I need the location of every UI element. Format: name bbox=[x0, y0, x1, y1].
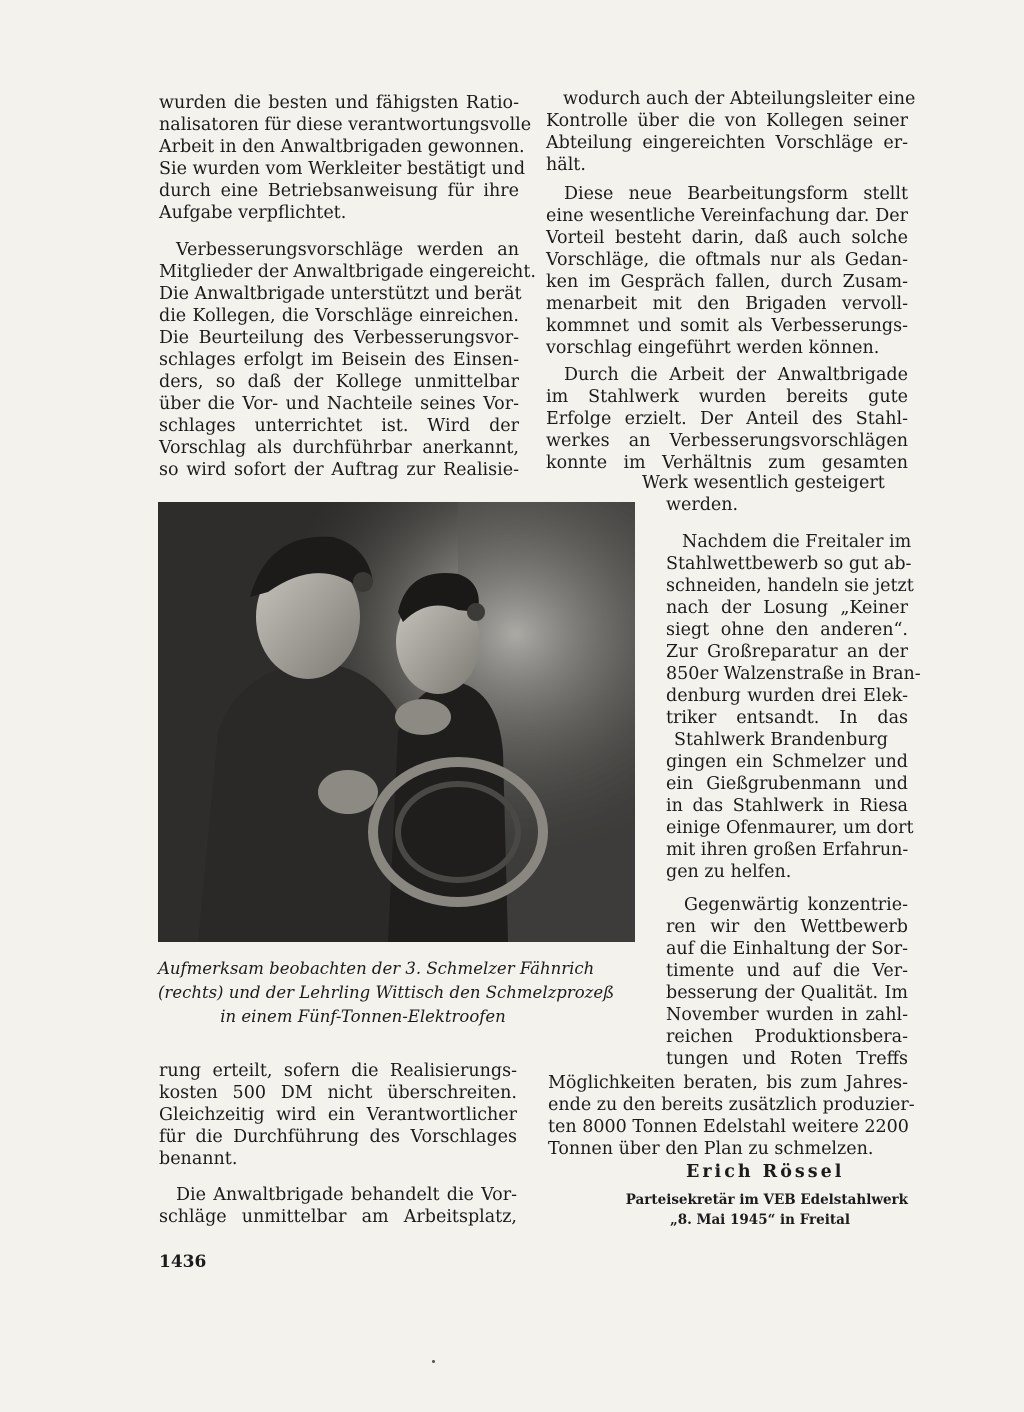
text-line: so wird sofort der Auftrag zur Realisie- bbox=[159, 460, 519, 480]
text-line: nach der Losung „Keiner bbox=[666, 598, 908, 618]
text-line: reichen Produktionsbera- bbox=[666, 1027, 908, 1047]
text-line: ten 8000 Tonnen Edelstahl weitere 2200 bbox=[548, 1117, 909, 1137]
text-line: für die Durchführung des Vorschlages bbox=[159, 1127, 517, 1147]
text-line: Aufgabe verpflichtet. bbox=[159, 203, 347, 223]
text-line: Die Beurteilung des Verbesserungsvor- bbox=[159, 328, 519, 348]
text-line: November wurden in zahl- bbox=[666, 1005, 908, 1025]
text-line: Stahlwettbewerb so gut ab- bbox=[666, 554, 912, 574]
text-line: schlages unterrichtet ist. Wird der bbox=[159, 416, 519, 436]
text-line: kosten 500 DM nicht überschreiten. bbox=[159, 1083, 517, 1103]
text-line: denburg wurden drei Elek- bbox=[666, 686, 908, 706]
text-line: mit ihren großen Erfahrun- bbox=[666, 840, 909, 860]
text-line: 850er Walzenstraße in Bran- bbox=[666, 664, 921, 684]
text-line: Durch die Arbeit der Anwaltbrigade bbox=[564, 365, 908, 385]
text-line: die Kollegen, die Vorschläge einreichen. bbox=[159, 306, 519, 326]
text-line: werden. bbox=[666, 495, 739, 515]
text-line: schneiden, handeln sie jetzt bbox=[666, 576, 914, 596]
text-line: durch eine Betriebsanweisung für ihre bbox=[159, 181, 519, 201]
text-line: über die Vor- und Nachteile seines Vor- bbox=[159, 394, 519, 414]
text-line: Tonnen über den Plan zu schmelzen. bbox=[548, 1139, 874, 1159]
text-line: schläge unmittelbar am Arbeitsplatz, bbox=[159, 1207, 517, 1227]
text-line: siegt ohne den anderen“. bbox=[666, 620, 908, 640]
text-line: gen zu helfen. bbox=[666, 862, 792, 882]
text-line: ren wir den Wettbewerb bbox=[666, 917, 908, 937]
text-line: Zur Großreparatur an der bbox=[666, 642, 908, 662]
text-line: eine wesentliche Vereinfachung dar. Der bbox=[546, 206, 908, 226]
text-line: ein Gießgrubenmann und bbox=[666, 774, 908, 794]
text-line: Gegenwärtig konzentrie- bbox=[684, 895, 908, 915]
text-line: Vorschläge, die oftmals nur als Gedan- bbox=[546, 250, 908, 270]
text-line: timente und auf die Ver- bbox=[666, 961, 908, 981]
text-line: Die Anwaltbrigade behandelt die Vor- bbox=[176, 1185, 517, 1205]
text-line: Sie wurden vom Werkleiter bestätigt und bbox=[159, 159, 526, 179]
text-line: ders, so daß der Kollege unmittelbar bbox=[159, 372, 519, 392]
text-line: triker entsandt. In das bbox=[666, 708, 908, 728]
text-line: schlages erfolgt im Beisein des Einsen- bbox=[159, 350, 519, 370]
author-role: Parteisekretär im VEB Edelstahlwerk bbox=[625, 1192, 908, 1208]
text-line: ende zu den bereits zusätzlich produzier- bbox=[548, 1095, 915, 1115]
text-line: hält. bbox=[546, 155, 586, 175]
text-line: Werk wesentlich gesteigert bbox=[642, 473, 885, 493]
scan-speck bbox=[432, 1360, 435, 1363]
page-number: 1436 bbox=[159, 1252, 207, 1272]
text-line: einige Ofenmaurer, um dort bbox=[666, 818, 914, 838]
caption-line: Aufmerksam beobachten der 3. Schmelzer Fähnrich bbox=[158, 959, 595, 978]
text-line: Erfolge erzielt. Der Anteil des Stahl- bbox=[546, 409, 908, 429]
text-line: auf die Einhaltung der Sor- bbox=[666, 939, 909, 959]
text-line: wurden die besten und fähigsten Ratio- bbox=[159, 93, 519, 113]
text-line: Kontrolle über die von Kollegen seiner bbox=[546, 111, 908, 131]
text-line: Vorschlag als durchführbar anerkannt, bbox=[159, 438, 519, 458]
text-line: Möglichkeiten beraten, bis zum Jahres- bbox=[548, 1073, 908, 1093]
text-line: rung erteilt, sofern die Realisierungs- bbox=[159, 1061, 517, 1081]
text-line: Abteilung eingereichten Vorschläge er- bbox=[546, 133, 908, 153]
text-line: Verbesserungsvorschläge werden an bbox=[176, 240, 519, 260]
text-line: besserung der Qualität. Im bbox=[666, 983, 908, 1003]
text-line: benannt. bbox=[159, 1149, 238, 1169]
text-line: ken im Gespräch fallen, durch Zusam- bbox=[546, 272, 908, 292]
text-line: Vorteil besteht darin, daß auch solche bbox=[546, 228, 908, 248]
text-line: Diese neue Bearbeitungsform stellt bbox=[564, 184, 908, 204]
caption-line: (rechts) und der Lehrling Wittisch den Schmelzprozeß bbox=[158, 983, 615, 1002]
text-line: nalisatoren für diese verantwortungsvolle bbox=[159, 115, 532, 135]
text-line: Gleichzeitig wird ein Verantwortlicher bbox=[159, 1105, 517, 1125]
author-location: „8. Mai 1945“ in Freital bbox=[669, 1212, 850, 1228]
caption-line: in einem Fünf-Tonnen-Elektroofen bbox=[220, 1007, 506, 1026]
text-line: Arbeit in den Anwaltbrigaden gewonnen. bbox=[159, 137, 525, 157]
author-name: Erich Rössel bbox=[686, 1162, 845, 1182]
text-line: tungen und Roten Treffs bbox=[666, 1049, 908, 1069]
text-line: Nachdem die Freitaler im bbox=[682, 532, 912, 552]
text-line: in das Stahlwerk in Riesa bbox=[666, 796, 908, 816]
text-line: vorschlag eingeführt werden können. bbox=[546, 338, 880, 358]
text-line: Mitglieder der Anwaltbrigade eingereicht. bbox=[159, 262, 536, 282]
text-line: kommnet und somit als Verbesserungs- bbox=[546, 316, 908, 336]
photo-illustration bbox=[158, 502, 635, 942]
text-line: gingen ein Schmelzer und bbox=[666, 752, 908, 772]
text-line: im Stahlwerk wurden bereits gute bbox=[546, 387, 908, 407]
text-line: Die Anwaltbrigade unterstützt und berät bbox=[159, 284, 522, 304]
text-line: werkes an Verbesserungsvorschlägen bbox=[546, 431, 908, 451]
text-line: konnte im Verhältnis zum gesamten bbox=[546, 453, 908, 473]
text-line: menarbeit mit den Brigaden vervoll- bbox=[546, 294, 908, 314]
photograph-steelworkers bbox=[158, 502, 635, 942]
text-line: Stahlwerk Brandenburg bbox=[674, 730, 888, 750]
text-line: wodurch auch der Abteilungsleiter eine bbox=[563, 89, 916, 109]
